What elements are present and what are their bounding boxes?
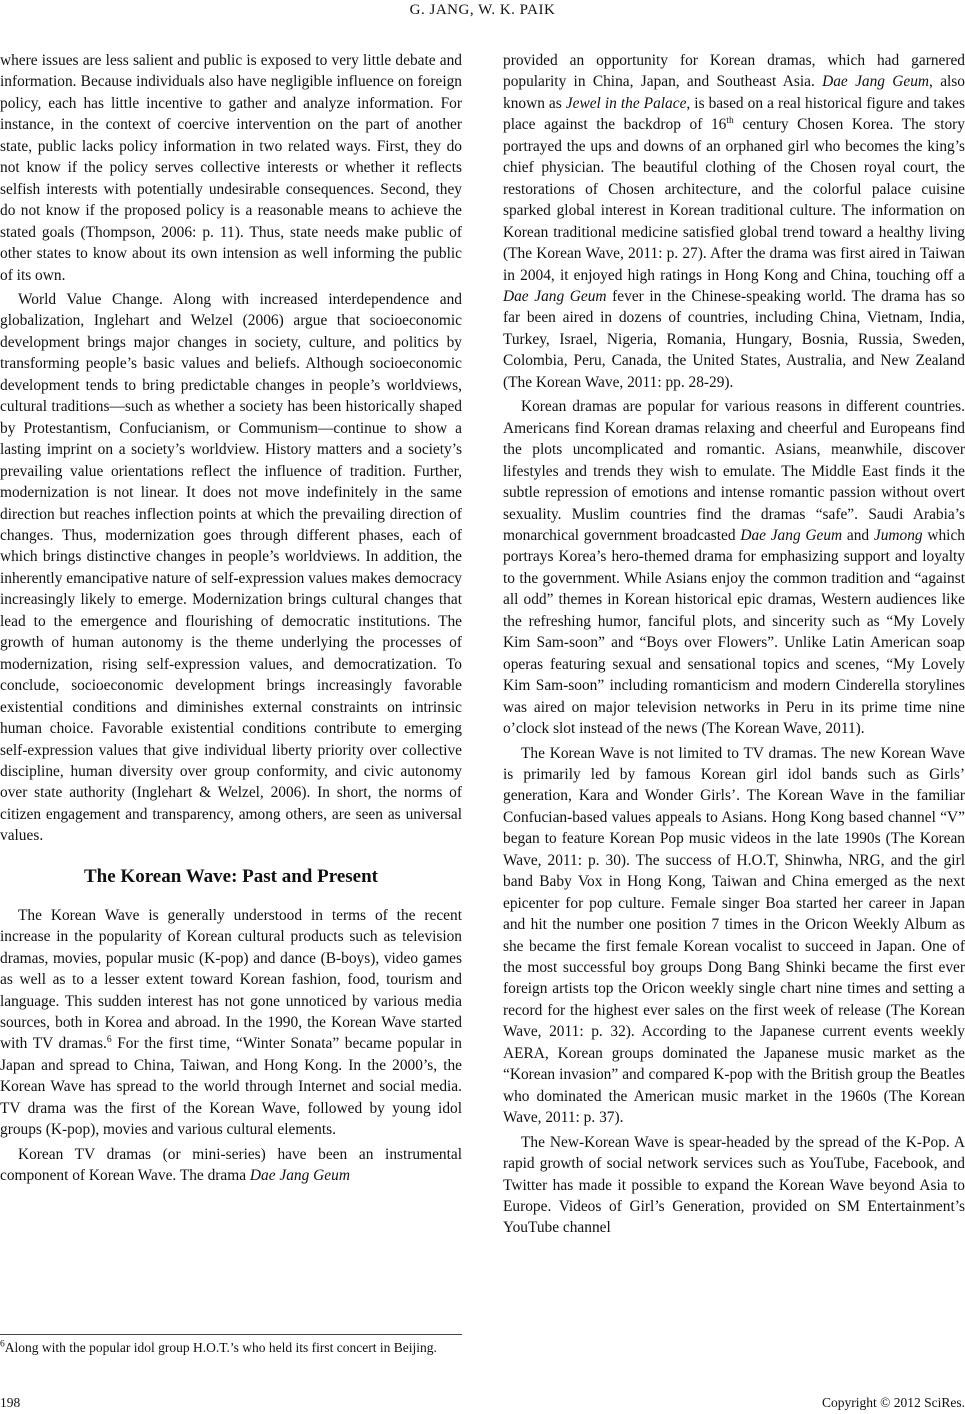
- italic-title: Dae Jang Geum: [740, 526, 843, 544]
- text-run: is based on a real historical figure and takes place against the backdrop of 16: [503, 94, 965, 134]
- text-run: fever in the Chinese-speaking world. The drama has so far been aired in dozens of countries, including China, Vietnam, India, Turkey, Israel, Nigeria, Romania, Hungary, Bosnia, Russia, Sweden, Colombia, Peru, Canada, the United States, Australia, and New Zealand (The Korean Wave, 2011: pp. 28-29).: [503, 287, 965, 391]
- text-run: century Chosen Korea. The story portrayed the ups and downs of an orphaned girl who becomes the king’s chief physician. The beautiful clothing of the Chosen royal court, the restorations of Chosen architecture, and the colorful palace cuisine sparked global interest in Korean traditional culture. The information on Korean traditional medicine satisfied global trend toward a healthy living (The Korean Wave, 2011: p. 27). After the drama was first aired in Taiwan in 2004, it enjoyed high ratings in Hong Kong and China, touching off a: [503, 116, 965, 284]
- text-run: and: [842, 526, 874, 544]
- italic-title: Dae Jang Geum: [249, 1167, 350, 1185]
- left-column: [0, 50, 462, 1380]
- superscript: th: [726, 116, 734, 127]
- footnote-marker: 6: [0, 1339, 5, 1350]
- paragraph: [503, 396, 965, 739]
- text-run: Korean TV dramas (or mini-series) have been an instrumental component of Korean Wave. The drama: [0, 1145, 462, 1185]
- copyright-notice: Copyright © 2012 SciRes.: [821, 1395, 965, 1410]
- text-run: The Korean Wave is generally understood in terms of the recent increase in the popularity of Korean cultural products such as television dramas, movies, popular music (K-pop) and dance (B-boys), video games as well as to a lesser extent toward Korean fashion, food, tourism and language. This sudden interest has not gone unnoticed by various media sources, both in Korea and abroad. In the 1990, the Korean Wave started with TV dramas.: [0, 906, 462, 1053]
- footnote-marker: 6: [106, 1035, 112, 1046]
- paragraph: [503, 50, 965, 393]
- running-title: G. JANG, W. K. PAIK: [409, 2, 556, 18]
- paragraph: [0, 905, 462, 1141]
- page-number: 198: [0, 1395, 21, 1410]
- paragraph: The New-Korean Wave is spear-headed by the spread of the K-Pop. A rapid growth of social network services such as YouTube, Facebook, and Twitter has made it possible to expand the Korean Wave beyond Asia to Europe. Videos of Girl’s Generation, provided on SM Entertainment’s YouTube channel: [503, 1133, 965, 1237]
- text-run: Korean dramas are popular for various reasons in different countries. Americans find Korean dramas relaxing and cheerful and Europeans find the plots uncomplicated and romantic. Asians, meanwhile, discover lifestyles and trends they wish to emulate. The Middle East finds it the subtle repression of emotions and intense romantic passion without overt sexuality. Muslim countries find the dramas “safe”. Saudi Arabia’s monarchical government broadcasted: [503, 398, 965, 544]
- italic-title: Jumong: [873, 526, 923, 544]
- footnote-text: Along with the popular idol group H.O.T.’s who held its first concert in Beijing.: [4, 1340, 437, 1355]
- italic-title: Dae Jang Geum: [503, 287, 607, 305]
- text-run: provided an opportunity for Korean dramas, which had garnered popularity in China, Japan, and Southeast Asia.: [503, 52, 965, 91]
- paragraph: where issues are less salient and public is exposed to very little debate and information. Because individuals also have negligible influence on foreign policy, each has little incentive to gather and analyze information. For instance, in the context of coercive intervention on the part of another state, public lacks policy information in two related ways. First, they do not know if the policy serves collective interests or whether it reflects selfish interests with potentially undesirable consequences. Second, they do not know if the proposed policy is a reasonable means to achieve the stated goals (Thompson, 2006: p. 11). Thus, state needs make public of other states to know about its own intension as well informing the public of its own.: [0, 52, 462, 284]
- footnote-divider: [0, 1334, 462, 1335]
- text-run: For the first time, “Winter Sonata” became popular in Japan and spread to China, Taiwan, and Hong Kong. In the 2000’s, the Korean Wave has spread to the world through Internet and social media. TV drama was the first of the Korean Wave, followed by young idol groups (K-pop), movies and various cultural elements.: [0, 1035, 462, 1139]
- right-column: [503, 50, 965, 1380]
- text-run: which portrays Korea’s hero-themed drama for emphasizing support and loyalty to the government. While Asians enjoy the common tradition and “against all odd” themes in Korean historical epic dramas, Western audiences like the refreshing humor, fanciful plots, and sincerity such as “My Lovely Kim Sam-soon” and “Boys over Flowers”. Unlike Latin American soap operas featuring sexual and sensational topics and scenes, “My Lovely Kim Sam-soon” including romanticism and modern Cinderella storylines was aired on major television networks in Peru in its prime time nine o’clock slot instead of the news (The Korean Wave, 2011).: [503, 526, 965, 738]
- paragraph: The Korean Wave is not limited to TV dramas. The new Korean Wave is primarily led by famous Korean girl idol bands such as Girls’ generation, Kara and Wonder Girls’. The Korean Wave in the familiar Confucian-based values appeals to Asians. Hong Kong based channel “V” began to feature Korean Pop music videos in the late 1990s (The Korean Wave, 2011: p. 30). The success of H.O.T, Shinwha, NRG, and the girl band Baby Vox in Hong Kong, Taiwan and China emerged as the next epicenter for pop culture. Female singer Boa started her career in Japan and hit the number one position 7 times in the Oricon Weekly Album as she became the first female Korean vocalist to succeed in Japan. One of the most successful boy groups Dong Bang Shinki became the first ever foreign artists top the Oricon weekly single chart nine times and setting a record for the highest ever sales on the first week of release (The Korean Wave, 2011: p. 32). According to the Japanese current events weekly AERA, Korean groups dominated the Japanese music market as the “Korean invasion” and compared K-pop with the British group the Beatles who dominated the American music market in the 1960s (The Korean Wave, 2011: p. 37).: [503, 744, 965, 1127]
- section-heading: The Korean Wave: Past and Present: [84, 865, 378, 887]
- footnote: [0, 1338, 462, 1358]
- italic-title: Dae Jang Geum: [822, 73, 930, 91]
- text-run: , also known as: [503, 73, 965, 112]
- italic-title: Jewel in the Palace,: [565, 94, 691, 112]
- paragraph: World Value Change. Along with increased interdependence and globalization, Inglehart and Welzel (2006) argue that socioeconomic development brings major changes in society, culture, and politics by transforming people’s basic values and beliefs. Although socioeconomic development tends to bring predictable changes in people’s worldviews, cultural traditions—such as whether a society has been historically shaped by Protestantism, Confucianism, or Communism—continue to show a lasting imprint on a society’s worldview. History matters and a society’s prevailing value orientations reflect the influence of tradition. Further, modernization is not linear. It does not move indefinitely in the same direction but reaches inflection points at which the prevailing direction of changes. Thus, modernization goes through different phases, each of which brings distinctive changes in people’s worldviews. In addition, the inherently emancipative nature of self-expression values makes democracy increasingly likely to emerge. Modernization brings cultural changes that lead to the emergence and flourishing of democratic institutions. The growth of human autonomy is the theme underlying the processes of modernization, rising self-expression values, and democratization. To conclude, socioeconomic development brings increasingly favorable existential conditions and diminishes external constraints on intrinsic human choice. Favorable existential conditions contribute to emerging self-expression values that give individual liberty priority over collective discipline, human diversity over group conformity, and civic autonomy over state authority (Inglehart & Welzel, 2006). In short, the norms of citizen engagement and transparency, among others, are seen as universal values.: [0, 290, 462, 845]
- paragraph: [0, 1144, 462, 1187]
